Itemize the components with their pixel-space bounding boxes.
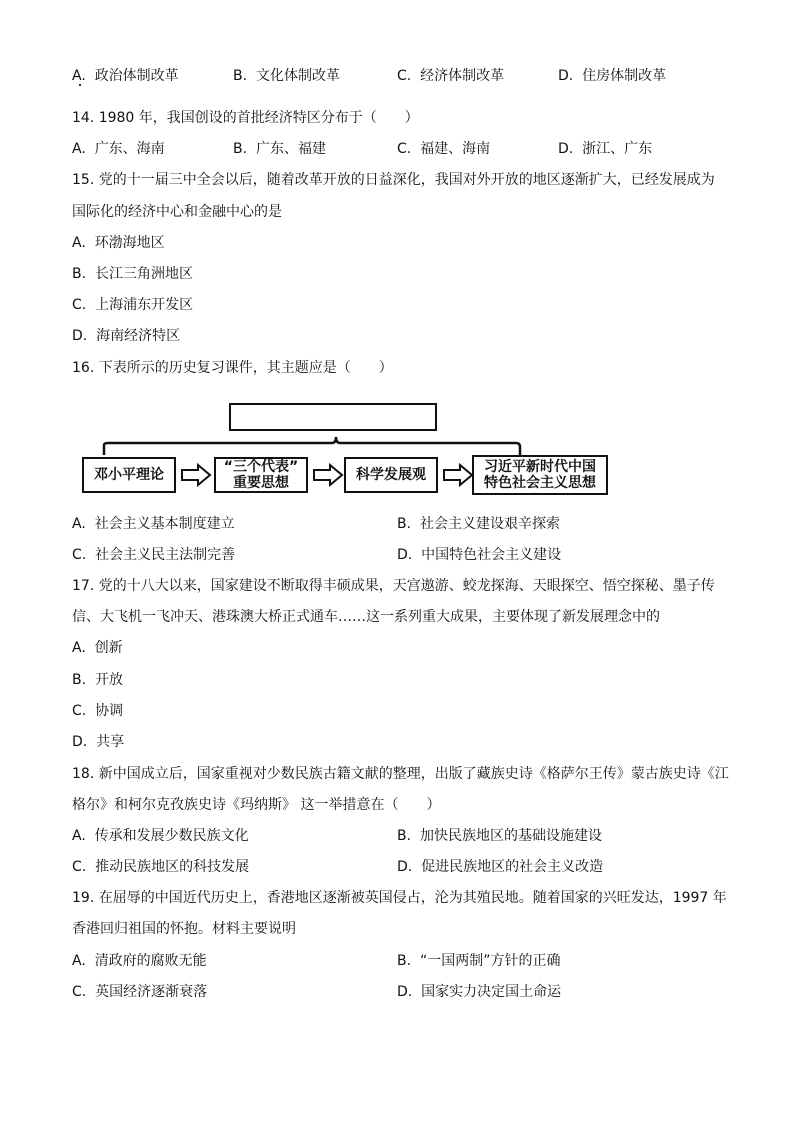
q18-option-b: B. 加快民族地区的基础设施建设	[397, 828, 602, 844]
q14-option-a: A. 广东、海南	[72, 141, 165, 157]
q17-stem-line2: 信、大飞机一飞冲天、港珠澳大桥正式通车……这一系列重大成果，主要体现了新发展理念中的	[72, 609, 660, 625]
q13-option-a: A. 政治体制改革	[72, 68, 179, 84]
q19-stem-line2: 香港回归祖国的怀抱。材料主要说明	[72, 921, 296, 937]
q19-option-d: D. 国家实力决定国土命运	[397, 984, 562, 1000]
box-xi-thought-line1: 习近平新时代中国	[484, 459, 596, 475]
q17-option-d: D. 共享	[72, 734, 125, 750]
q14-stem: 14. 1980 年，我国创设的首批经济特区分布于（ ）	[72, 110, 419, 126]
q15-option-b: B. 长江三角洲地区	[72, 266, 193, 282]
q19-option-a: A. 清政府的腐败无能	[72, 953, 207, 969]
q13-option-d: D. 住房体制改革	[558, 68, 667, 84]
q18-option-d: D. 促进民族地区的社会主义改造	[397, 859, 604, 875]
q15-stem-line1: 15. 党的十一届三中全会以后，随着改革开放的日益深化，我国对外开放的地区逐渐扩大，已经发展成为	[72, 172, 715, 188]
q13-option-b: B. 文化体制改革	[233, 68, 340, 84]
arrow-right-icon	[180, 463, 212, 487]
box-xi-thought-line2: 特色社会主义思想	[484, 475, 596, 491]
q14-option-d: D. 浙江、广东	[558, 141, 653, 157]
q17-option-c: C. 协调	[72, 703, 124, 719]
q13-option-c: C. 经济体制改革	[397, 68, 505, 84]
q18-option-a: A. 传承和发展少数民族文化	[72, 828, 249, 844]
q17-stem-line1: 17. 党的十八大以来，国家建设不断取得丰硕成果，天宫遨游、蛟龙探海、天眼探空、悟空探秘、墨子传	[72, 578, 715, 594]
arrow-right-icon	[442, 463, 474, 487]
q18-stem-line1: 18. 新中国成立后，国家重视对少数民族古籍文献的整理，出版了藏族史诗《格萨尔王传》蒙古族史诗《江	[72, 766, 729, 782]
q16-option-c: C. 社会主义民主法制完善	[72, 547, 236, 563]
q16-stem: 16. 下表所示的历史复习课件，其主题应是（ ）	[72, 360, 393, 376]
q14-option-c: C. 福建、海南	[397, 141, 491, 157]
q15-stem-line2: 国际化的经济中心和金融中心的是	[72, 204, 282, 220]
q16-option-d: D. 中国特色社会主义建设	[397, 547, 562, 563]
q14-option-b: B. 广东、福建	[233, 141, 326, 157]
q17-option-b: B. 开放	[72, 672, 123, 688]
q18-option-c: C. 推动民族地区的科技发展	[72, 859, 250, 875]
q17-option-a: A. 创新	[72, 640, 123, 656]
stray-dot-mark	[79, 84, 81, 86]
q16-option-b: B. 社会主义建设艰辛探索	[397, 516, 560, 532]
q16-option-a: A. 社会主义基本制度建立	[72, 516, 235, 532]
q18-stem-line2: 格尔》和柯尔克孜族史诗《玛纳斯》 这一举措意在（ ）	[72, 797, 441, 813]
q19-option-b: B. “一国两制”方针的正确	[397, 953, 561, 969]
q15-option-d: D. 海南经济特区	[72, 328, 181, 344]
q16-theme-diagram	[76, 397, 616, 501]
q19-stem-line1: 19. 在屈辱的中国近代历史上，香港地区逐渐被英国侵占，沦为其殖民地。随着国家的兴旺发达，1997 年	[72, 890, 727, 906]
q15-option-c: C. 上海浦东开发区	[72, 297, 194, 313]
arrow-right-icon	[312, 463, 344, 487]
box-three-represents-line2: 重要思想	[233, 475, 289, 491]
box-three-represents	[214, 457, 308, 493]
q19-option-c: C. 英国经济逐渐衰落	[72, 984, 208, 1000]
box-xi-thought	[472, 455, 608, 495]
box-three-represents-line1: “三个代表”	[223, 459, 299, 475]
q15-option-a: A. 环渤海地区	[72, 235, 165, 251]
box-scientific-outlook: 科学发展观	[344, 457, 438, 493]
box-deng-xiaoping-theory: 邓小平理论	[82, 457, 176, 493]
